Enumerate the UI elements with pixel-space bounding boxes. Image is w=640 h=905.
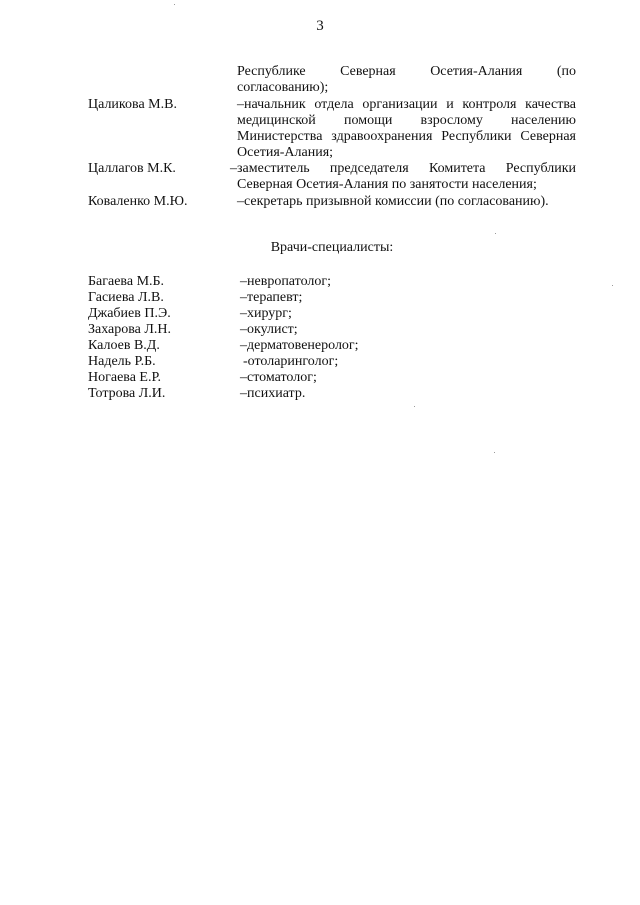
specialist-role: –стоматолог; <box>240 370 317 385</box>
specialist-row <box>0 338 640 354</box>
member-position <box>230 161 576 193</box>
specialist-row <box>0 322 640 338</box>
specialist-name: Гасиева Л.В. <box>88 290 164 305</box>
specialist-role: –терапевт; <box>240 290 303 305</box>
text-line: –секретарь призывной комиссии (по согласованию). <box>237 194 549 209</box>
specialist-role: -отоларинголог; <box>243 354 339 369</box>
specialist-row <box>0 386 640 402</box>
text-line: Осетия-Алания; <box>237 145 334 160</box>
specialist-row <box>0 370 640 386</box>
specialist-row <box>0 290 640 306</box>
specialist-name: Ногаева Е.Р. <box>88 370 162 385</box>
scan-speck <box>495 233 496 234</box>
specialist-role: –хирург; <box>240 306 292 321</box>
specialists-title: Врачи-специалисты: <box>270 240 394 255</box>
scan-speck <box>612 285 613 286</box>
member-position <box>237 97 576 161</box>
specialist-name: Калоев В.Д. <box>88 338 160 353</box>
specialist-role: –невропатолог; <box>240 274 332 289</box>
text-line: медицинской помощи взрослому населению <box>237 113 576 128</box>
specialist-role: –окулист; <box>240 322 298 337</box>
scan-speck <box>494 452 495 453</box>
text-line: Северная Осетия-Алания по занятости населения; <box>237 177 537 192</box>
specialist-row <box>0 354 640 370</box>
member-name: Цаликова М.В. <box>88 97 177 112</box>
specialist-row <box>0 306 640 322</box>
text-line: Республике Северная Осетия-Алания (по <box>237 64 576 79</box>
specialist-name: Багаева М.Б. <box>88 274 165 289</box>
text-line: –заместитель председателя Комитета Республики <box>230 161 576 176</box>
member-name: Цаллагов М.К. <box>88 161 176 176</box>
text-line: согласованию); <box>237 80 329 95</box>
specialist-role: –психиатр. <box>240 386 306 401</box>
scan-speck <box>174 4 175 5</box>
scan-speck <box>414 406 415 407</box>
continuation-text <box>237 64 576 96</box>
specialist-role: –дерматовенеролог; <box>240 338 359 353</box>
page-number: 3 <box>316 18 324 34</box>
specialist-name: Захарова Л.Н. <box>88 322 172 337</box>
specialist-name: Джабиев П.Э. <box>88 306 171 321</box>
text-line: Министерства здравоохранения Республики Северная <box>237 129 576 144</box>
specialist-row <box>0 274 640 290</box>
specialist-name: Надель Р.Б. <box>88 354 156 369</box>
text-line: –начальник отдела организации и контроля качества <box>237 97 576 112</box>
member-name: Коваленко М.Ю. <box>88 194 188 209</box>
specialist-name: Тотрова Л.И. <box>88 386 166 401</box>
member-position <box>237 194 576 210</box>
